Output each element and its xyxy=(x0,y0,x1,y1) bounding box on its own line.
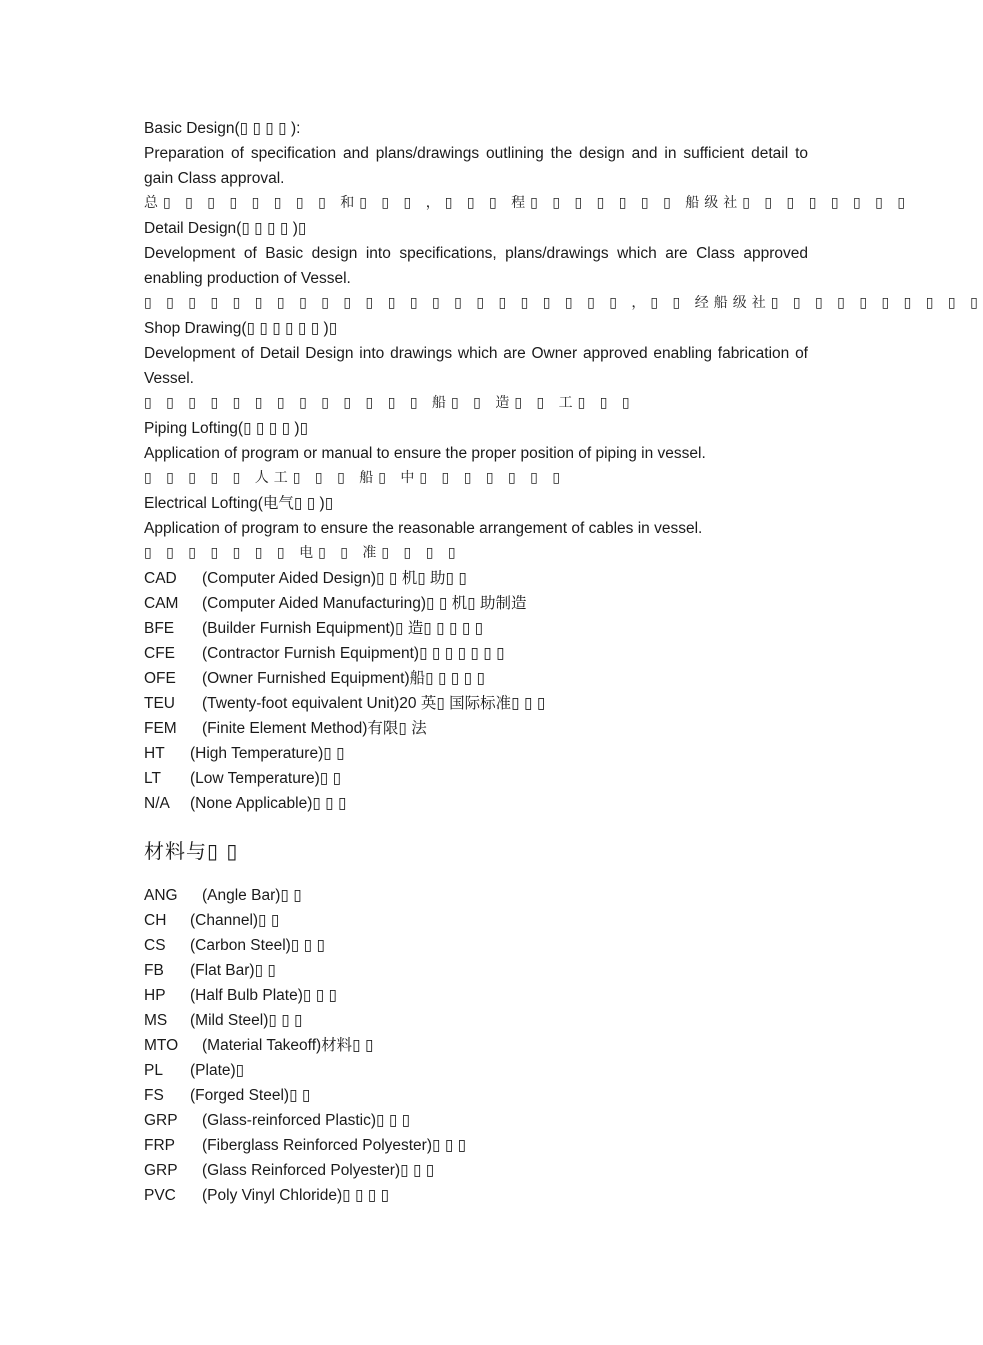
term-english-definition: Development of Basic design into specifications, plans/drawings which are Class approved enabling production of Vessel. xyxy=(144,245,808,287)
material-row xyxy=(144,1033,808,1058)
abbreviation-definition: (Owner Furnished Equipment)船▯ ▯ ▯ ▯ ▯ xyxy=(202,670,485,687)
material-code: CH xyxy=(144,912,167,929)
material-code: GRP xyxy=(144,1112,178,1129)
material-definition: (Mild Steel)▯ ▯ ▯ xyxy=(190,1012,303,1029)
abbreviation-row xyxy=(144,741,808,766)
abbreviation-definition: (High Temperature)▯ ▯ xyxy=(190,745,345,762)
material-row xyxy=(144,933,808,958)
abbreviation-row xyxy=(144,616,808,641)
material-code: PVC xyxy=(144,1187,176,1204)
material-row xyxy=(144,1083,808,1108)
material-row xyxy=(144,1158,808,1183)
material-definition: (Poly Vinyl Chloride)▯ ▯ ▯ ▯ xyxy=(202,1187,390,1204)
material-code: FB xyxy=(144,962,164,979)
material-definition: (Angle Bar)▯ ▯ xyxy=(202,887,302,904)
abbreviation-code: TEU xyxy=(144,695,175,712)
material-definition: (Material Takeoff)材料▯ ▯ xyxy=(202,1037,374,1054)
abbreviation-code: N/A xyxy=(144,795,170,812)
abbreviation-definition: (None Applicable)▯ ▯ ▯ xyxy=(190,795,347,812)
abbreviation-definition: (Computer Aided Design)▯ ▯ 机▯ 助▯ ▯ xyxy=(202,570,467,587)
abbreviation-definition: (Low Temperature)▯ ▯ xyxy=(190,770,342,787)
term-english-definition: Preparation of specification and plans/drawings outlining the design and in sufficient detail to gain Class approval. xyxy=(144,145,808,187)
material-definition: (Half Bulb Plate)▯ ▯ ▯ xyxy=(190,987,338,1004)
abbreviation-row xyxy=(144,791,808,816)
material-definition: (Flat Bar)▯ ▯ xyxy=(190,962,276,979)
material-row xyxy=(144,1133,808,1158)
document-page xyxy=(144,116,983,1208)
material-row xyxy=(144,1108,808,1133)
material-code: HP xyxy=(144,987,166,1004)
glossary-piping-lofting xyxy=(144,416,808,491)
abbreviation-row xyxy=(144,566,808,591)
glossary-shop-drawing xyxy=(144,316,808,416)
glossary-detail-design xyxy=(144,216,983,316)
term-title: Basic Design(▯ ▯ ▯ ▯ ): xyxy=(144,120,301,137)
glossary-electrical-lofting xyxy=(144,491,808,566)
material-definition: (Forged Steel)▯ ▯ xyxy=(190,1087,311,1104)
abbreviation-row xyxy=(144,691,808,716)
term-english-definition: Application of program to ensure the reasonable arrangement of cables in vessel. xyxy=(144,520,703,537)
material-row xyxy=(144,883,808,908)
material-row xyxy=(144,958,808,983)
material-row xyxy=(144,983,808,1008)
term-chinese-definition: ▯ ▯ ▯ ▯ ▯ ▯ ▯ ▯ ▯ ▯ ▯ ▯ ▯ ▯ ▯ ▯ ▯ ▯ ▯ ▯ ▯ ▯ ，▯ ▯ 经船级社▯ ▯ ▯ ▯ ▯ ▯ ▯ ▯ ▯ ▯ xyxy=(144,295,983,311)
material-definition: (Channel)▯ ▯ xyxy=(190,912,280,929)
abbreviation-code: CAM xyxy=(144,595,179,612)
material-row xyxy=(144,1008,808,1033)
abbreviation-code: OFE xyxy=(144,670,176,687)
abbreviation-code: LT xyxy=(144,770,161,787)
section-heading-materials: 材料与▯ ▯ xyxy=(144,839,239,863)
material-code: FS xyxy=(144,1087,164,1104)
term-title: Electrical Lofting(电气▯ ▯ )▯ xyxy=(144,495,334,512)
term-chinese-definition: 总▯ ▯ ▯ ▯ ▯ ▯ ▯ ▯ 和▯ ▯ ▯ ，▯ ▯ ▯ 程▯ ▯ ▯ ▯ ▯ ▯ ▯ 船级社▯ ▯ ▯ ▯ ▯ ▯ ▯ ▯ xyxy=(144,195,911,211)
term-english-definition: Development of Detail Design into drawings which are Owner approved enabling fabrication of Vessel. xyxy=(144,345,808,387)
glossary-basic-design xyxy=(144,116,911,216)
material-definition: (Glass-reinforced Plastic)▯ ▯ ▯ xyxy=(202,1112,411,1129)
term-chinese-definition: ▯ ▯ ▯ ▯ ▯ ▯ ▯ ▯ ▯ ▯ ▯ ▯ ▯ 船▯ ▯ 造▯ ▯ 工▯ ▯ ▯ xyxy=(144,395,635,411)
abbreviation-definition: (Builder Furnish Equipment)▯ 造▯ ▯ ▯ ▯ ▯ xyxy=(202,620,484,637)
material-row xyxy=(144,1058,808,1083)
term-chinese-definition: ▯ ▯ ▯ ▯ ▯ 人工▯ ▯ ▯ 船▯ 中▯ ▯ ▯ ▯ ▯ ▯ ▯ xyxy=(144,470,566,486)
material-code: ANG xyxy=(144,887,178,904)
material-row xyxy=(144,908,808,933)
abbreviation-code: CFE xyxy=(144,645,175,662)
materials-abbreviation-list xyxy=(144,883,808,1208)
term-english-definition: Application of program or manual to ensure the proper position of piping in vessel. xyxy=(144,445,706,462)
material-definition: (Carbon Steel)▯ ▯ ▯ xyxy=(190,937,325,954)
term-chinese-definition: ▯ ▯ ▯ ▯ ▯ ▯ ▯ 电▯ ▯ 准▯ ▯ ▯ ▯ xyxy=(144,545,461,561)
abbreviation-list xyxy=(144,566,808,816)
material-row xyxy=(144,1183,808,1208)
abbreviation-definition: (Twenty-foot equivalent Unit)20 英▯ 国际标准▯ ▯ ▯ xyxy=(202,695,546,712)
term-title: Detail Design(▯ ▯ ▯ ▯ )▯ xyxy=(144,220,307,237)
term-title: Shop Drawing(▯ ▯ ▯ ▯ ▯ ▯ )▯ xyxy=(144,320,338,337)
abbreviation-definition: (Finite Element Method)有限▯ 法 xyxy=(202,720,427,737)
term-title: Piping Lofting(▯ ▯ ▯ ▯ )▯ xyxy=(144,420,309,437)
abbreviation-code: FEM xyxy=(144,720,177,737)
abbreviation-definition: (Computer Aided Manufacturing)▯ ▯ 机▯ 助制造 xyxy=(202,595,527,612)
abbreviation-row xyxy=(144,716,808,741)
abbreviation-code: BFE xyxy=(144,620,175,637)
material-code: GRP xyxy=(144,1162,178,1179)
material-code: PL xyxy=(144,1062,163,1079)
material-definition: (Fiberglass Reinforced Polyester)▯ ▯ ▯ xyxy=(202,1137,467,1154)
material-code: MS xyxy=(144,1012,168,1029)
material-code: FRP xyxy=(144,1137,175,1154)
abbreviation-row xyxy=(144,641,808,666)
material-definition: (Glass Reinforced Polyester)▯ ▯ ▯ xyxy=(202,1162,435,1179)
abbreviation-row xyxy=(144,766,808,791)
abbreviation-definition: (Contractor Furnish Equipment)▯ ▯ ▯ ▯ ▯ ▯ ▯ xyxy=(202,645,505,662)
abbreviation-row xyxy=(144,666,808,691)
abbreviation-code: HT xyxy=(144,745,165,762)
material-code: CS xyxy=(144,937,166,954)
material-definition: (Plate)▯ xyxy=(190,1062,245,1079)
material-code: MTO xyxy=(144,1037,179,1054)
abbreviation-row xyxy=(144,591,808,616)
abbreviation-code: CAD xyxy=(144,570,177,587)
